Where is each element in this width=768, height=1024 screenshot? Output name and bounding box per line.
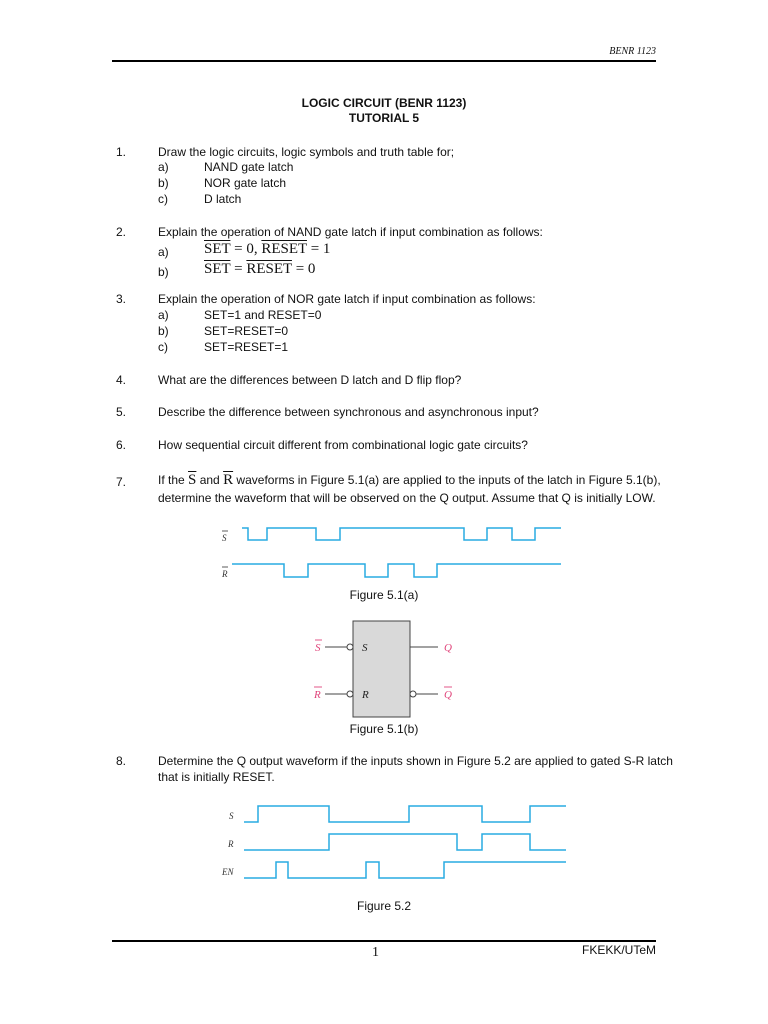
latch-box (353, 621, 410, 717)
latch-input-r-label: R (314, 689, 321, 701)
q3-item-a-label: a) (158, 308, 169, 322)
q3-text: Explain the operation of NOR gate latch if input combination as follows: (158, 292, 536, 306)
q2a-eq2: = 1 (306, 241, 331, 257)
fig51a-s-label: S (222, 533, 227, 543)
q2-number: 2. (116, 225, 127, 239)
q2-item-a-expression (204, 241, 330, 258)
page-title: LOGIC CIRCUIT (BENR 1123) (301, 96, 467, 110)
q7-mid: and (196, 473, 224, 487)
q4-number: 4. (116, 373, 127, 387)
footer-institution: FKEKK/UTeM (581, 943, 656, 957)
figure-5-1b-caption: Figure 5.1(b) (349, 722, 419, 736)
q8-line2: that is initially RESET. (158, 770, 275, 784)
q7-number: 7. (116, 475, 127, 489)
fig52-r-label: R (228, 839, 234, 849)
page-subtitle: TUTORIAL 5 (348, 111, 420, 125)
q5-number: 5. (116, 405, 127, 419)
q4-text: What are the differences between D latch and D flip flop? (158, 373, 462, 387)
latch-output-q-label: Q (444, 642, 452, 654)
fig52-s-label: S (229, 811, 234, 821)
fig51a-r-waveform (232, 564, 561, 577)
q2-item-b-expression (204, 261, 315, 278)
q2-text: Explain the operation of NAND gate latch if input combination as follows: (158, 225, 543, 239)
q7-line2: determine the waveform that will be observed on the Q output. Assume that Q is initially LOW. (158, 491, 656, 505)
q3-item-c-label: c) (158, 340, 168, 354)
fig52-r-waveform (244, 834, 566, 850)
fig52-en-label: EN (222, 867, 234, 877)
q2b-eq1: = (230, 261, 247, 277)
figure-5-2-waveforms (0, 798, 768, 888)
q7-r-bar: $\overline{R}$ (223, 472, 234, 488)
q3-item-b-label: b) (158, 324, 169, 338)
figure-5-1a-caption: Figure 5.1(a) (349, 588, 419, 602)
figure-5-1b-latch (0, 614, 768, 724)
q2a-set-bar: $\overline{SET}$ (204, 241, 231, 257)
q6-number: 6. (116, 438, 127, 452)
q2b-reset-bar: RESET (246, 261, 292, 277)
q1-item-a-text: NAND gate latch (204, 160, 294, 174)
q7-s-bar: $\overline{S}$ (188, 472, 197, 488)
q7-post: waveforms in Figure 5.1(a) are applied to the inputs of the latch in Figure 5.1(b), (233, 473, 661, 487)
q7-line1 (158, 472, 661, 489)
fig51a-s-waveform (242, 528, 561, 540)
footer-rule (112, 940, 656, 942)
q1-item-c-text: D latch (204, 192, 242, 206)
q7-pre: If the (158, 473, 189, 487)
fig51a-r-label: R (222, 569, 228, 579)
q2b-eq2: = 0 (291, 261, 316, 277)
fig52-en-waveform (244, 862, 566, 878)
latch-output-qbar-label: Q (444, 689, 452, 701)
page-number: 1 (372, 945, 379, 960)
figure-5-2-caption: Figure 5.2 (356, 899, 412, 913)
header-course-code: BENR 1123 (609, 46, 656, 57)
latch-box-s-label: S (362, 642, 368, 654)
q2b-set-bar: $\overline{SET}$ (204, 261, 231, 277)
q5-text: Describe the difference between synchronous and asynchronous input? (158, 405, 539, 419)
q1-number: 1. (116, 145, 127, 159)
latch-input-s-bubble (347, 644, 353, 650)
figure-5-1a-waveforms (0, 522, 768, 592)
q2a-reset-bar: RESET (261, 241, 307, 257)
latch-output-qbar-bubble (410, 691, 416, 697)
q2-item-a-label: a) (158, 245, 169, 259)
q3-number: 3. (116, 292, 127, 306)
q1-item-b-text: NOR gate latch (204, 176, 287, 190)
q2a-eq1: = 0, (230, 241, 262, 257)
latch-input-s-label: S (315, 642, 321, 654)
latch-box-r-label: R (362, 689, 369, 701)
q2-item-b-label: b) (158, 265, 169, 279)
header-rule (112, 60, 656, 62)
q1-item-c-label: c) (158, 192, 168, 206)
q8-line1: Determine the Q output waveform if the inputs shown in Figure 5.2 are applied to gated S-R latch (158, 754, 673, 768)
q1-text: Draw the logic circuits, logic symbols and truth table for; (158, 145, 455, 159)
latch-input-r-bubble (347, 691, 353, 697)
q6-text: How sequential circuit different from combinational logic gate circuits? (158, 438, 528, 452)
fig52-s-waveform (244, 806, 566, 822)
q8-number: 8. (116, 754, 127, 768)
q1-item-a-label: a) (158, 160, 169, 174)
q1-item-b-label: b) (158, 176, 169, 190)
q3-item-c-text: SET=RESET=1 (204, 340, 289, 354)
q3-item-b-text: SET=RESET=0 (204, 324, 289, 338)
q3-item-a-text: SET=1 and RESET=0 (204, 308, 322, 322)
